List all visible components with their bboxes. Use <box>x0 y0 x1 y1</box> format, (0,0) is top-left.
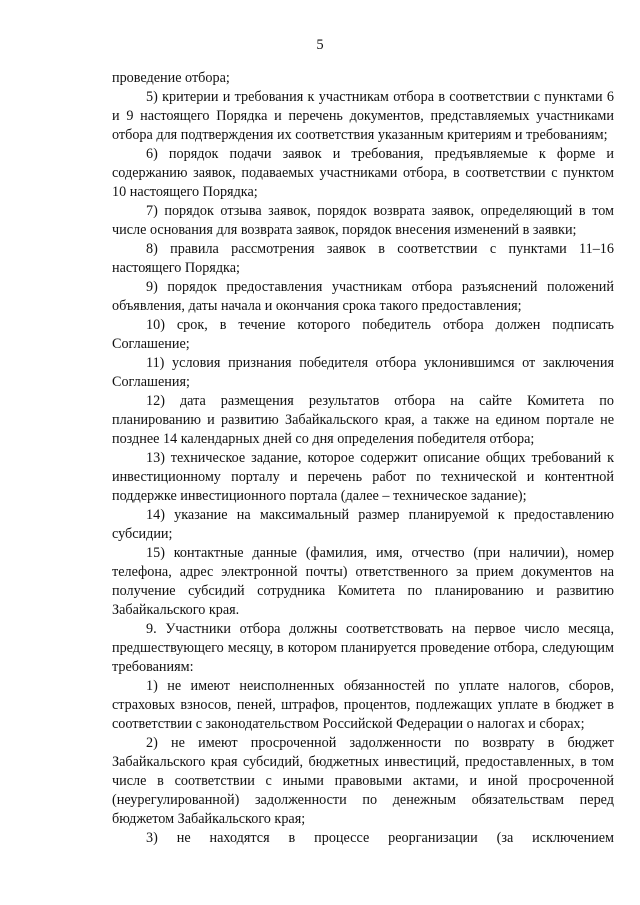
paragraph: 7) порядок отзыва заявок, порядок возврата заявок, определяющий в том числе основания для возврата заявок, порядок внесения изменений в заявки; <box>112 203 614 238</box>
paragraph: 11) условия признания победителя отбора уклонившимся от заключения Соглашения; <box>112 355 614 390</box>
paragraph: 5) критерии и требования к участникам отбора в соответствии с пунктами 6 и 9 настоящего Порядка и перечень документов, представляемых участниками отбора для подтверждения их соответствия указанным критериям и требованиям; <box>112 89 614 143</box>
paragraph: 2) не имеют просроченной задолженности по возврату в бюджет Забайкальского края субсидий, бюджетных инвестиций, предоставленных, в том числе в соответствии с иными правовыми актами, и иной просроченной (неурегулированной) задолженности по денежным обязательствам перед бюджетом Забайкальского края; <box>112 735 614 827</box>
paragraph: 12) дата размещения результатов отбора на сайте Комитета по планированию и развитию Забайкальского края, а также на едином портале не позднее 14 календарных дней со дня определения победителя отбора; <box>112 393 614 447</box>
paragraph: 9. Участники отбора должны соответствовать на первое число месяца, предшествующего месяцу, в котором планируется проведение отбора, следующим требованиям: <box>112 621 614 675</box>
paragraph: 10) срок, в течение которого победитель отбора должен подписать Соглашение; <box>112 317 614 352</box>
paragraph: проведение отбора; <box>112 70 230 86</box>
document-body <box>112 69 614 848</box>
paragraph: 1) не имеют неисполненных обязанностей по уплате налогов, сборов, страховых взносов, пеней, штрафов, процентов, подлежащих уплате в бюджет в соответствии с законодательством Российской Федерации о налогах и сборах; <box>112 678 614 732</box>
paragraph: 9) порядок предоставления участникам отбора разъяснений положений объявления, даты начала и окончания срока такого предоставления; <box>112 279 614 314</box>
paragraph: 15) контактные данные (фамилия, имя, отчество (при наличии), номер телефона, адрес электронной почты) ответственного за прием документов на получение субсидий сотрудника Комитета по планированию и развитию Забайкальского края. <box>112 545 614 618</box>
paragraph: 3) не находятся в процессе реорганизации (за исключением <box>146 830 614 846</box>
paragraph: 6) порядок подачи заявок и требования, предъявляемые к форме и содержанию заявок, подаваемых участниками отбора, в соответствии с пунктом 10 настоящего Порядка; <box>112 146 614 200</box>
page-number: 5 <box>316 37 324 53</box>
paragraph: 13) техническое задание, которое содержит описание общих требований к инвестиционному порталу и перечень работ по технической и контентной поддержке инвестиционного портала (далее – техническое задание); <box>112 450 614 504</box>
paragraph: 8) правила рассмотрения заявок в соответствии с пунктами 11–16 настоящего Порядка; <box>112 241 614 276</box>
paragraph: 14) указание на максимальный размер планируемой к предоставлению субсидии; <box>112 507 614 542</box>
